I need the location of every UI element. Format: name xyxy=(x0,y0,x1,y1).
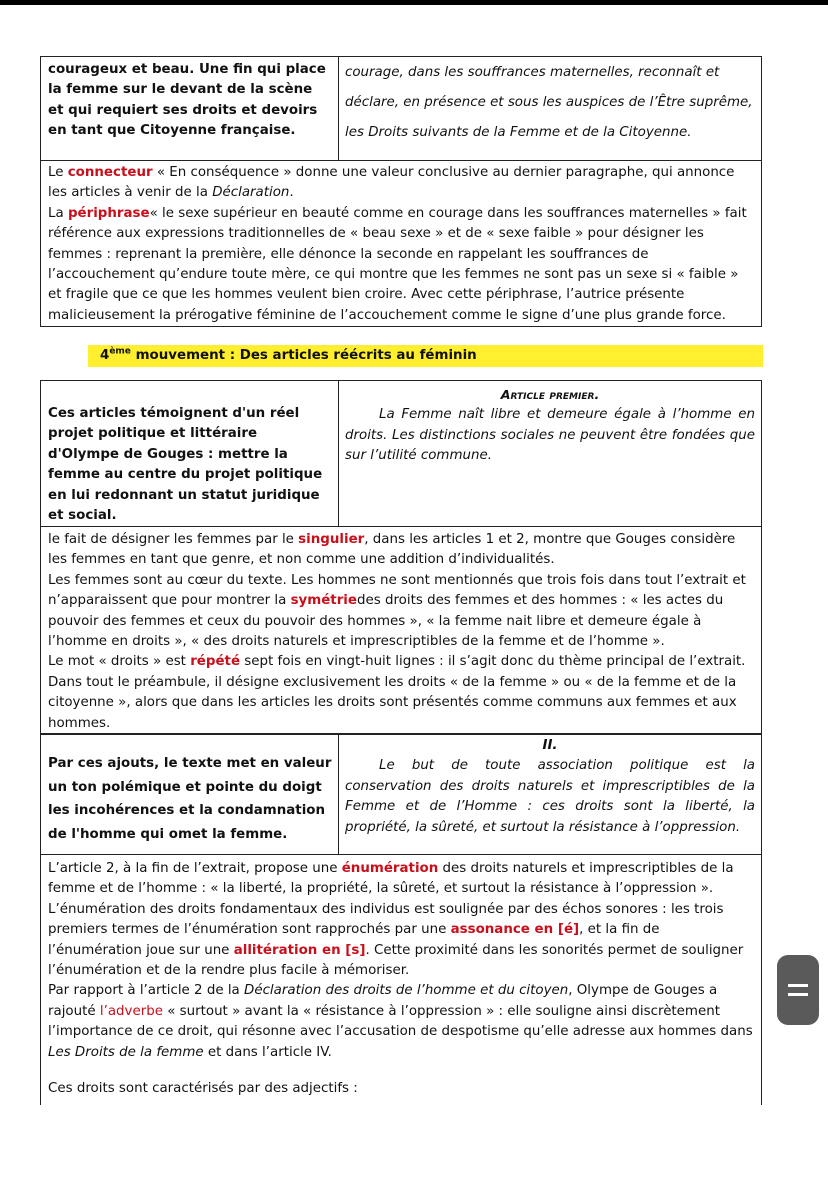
top-edge-bar xyxy=(0,0,828,5)
term-periphrase: périphrase xyxy=(67,205,150,221)
analysis3-paragraph-2: L’énumération des droits fondamentaux des individus est soulignée par des échos sonores : les trois premiers termes de l’énumération sont rapprochés par une assonance en [é], et la fin de l’énumération joue sur une allitération en [s]. Cette proximité dans les sonorités permet de souligner l’énumération et de la rendre plus facile à mémoriser. xyxy=(48,901,744,979)
analysis2-paragraph-1: le fait de désigner les femmes par le singulier, dans les articles 1 et 2, montre que Gouges considère les femmes en tant que genre, et non comme une addition d’individualités. xyxy=(48,532,736,568)
row2-left-cell: Ces articles témoignent d'un réel projet politique et littéraire d'Olympe de Gouges : mettre la femme au centre du projet politique en lui redonnant un statut juridique et social. xyxy=(41,381,339,526)
term-alliteration: allitération en [s] xyxy=(233,942,366,958)
term-enumeration: énumération xyxy=(341,861,439,876)
table-row-2 xyxy=(40,380,762,527)
table-row-3 xyxy=(40,734,762,855)
article-1-text: La Femme naît libre et demeure égale à l’homme en droits. Les distinctions sociales ne peuvent être fondées que sur l’utilité commune. xyxy=(345,407,755,464)
row3-left-cell: Par ces ajouts, le texte met en valeur un ton polémique et pointe du doigt les incohérences et la condamnation de l'homme qui omet la femme. xyxy=(41,735,339,854)
scroll-handle[interactable] xyxy=(777,955,819,1025)
term-assonance: assonance en [é] xyxy=(450,922,580,938)
analysis1-paragraph-2: La périphrase« le sexe supérieur en beauté comme en courage dans les souffrances maternelles » fait référence aux expressions traditionnelles de « beau sexe » et de « sexe faible » pour désigner les femmes : reprenant la première, elle dénonce la seconde en rappelant les souffrances de l’accouchement qu’endure toute mère, ce qui montre que les femmes ne sont pas un sexe si « faible » et fragile que ce que les hommes veulent bien croire. Avec cette périphrase, l’autrice présente malicieusement la prérogative féminine de l’accouchement comme le signe d’une plus grande force. xyxy=(48,205,747,323)
analysis3-paragraph-1: L’article 2, à la fin de l’extrait, propose une énumération des droits naturels et imprescriptibles de la femme et de l’homme : « la liberté, la propriété, la sûreté, et surtout la résistance à l’oppression ». xyxy=(48,861,734,897)
article-2-title: II. xyxy=(542,738,558,753)
article-1-title: Article premier. xyxy=(500,387,600,402)
term-connecteur: connecteur xyxy=(67,165,153,180)
analysis-block-1 xyxy=(40,161,762,327)
row3-right-cell xyxy=(339,735,761,854)
row1-right-cell: courage, dans les souffrances maternelles, reconnaît et déclare, en présence et sous les auspices de l’Être suprême, les Droits suivants de la Femme et de la Citoyenne. xyxy=(345,65,753,140)
section-heading: 4ème mouvement : Des articles réécrits au féminin xyxy=(88,345,763,367)
article-2-text: Le but de toute association politique est la conservation des droits naturels et imprescriptibles de la Femme et de l’Homme : ces droits sont la liberté, la propriété, la sûreté, et surtout la résistance à l’oppression. xyxy=(345,758,755,835)
term-repete: répété xyxy=(190,654,241,670)
analysis2-paragraph-3: Le mot « droits » est répété sept fois en vingt-huit lignes : il s’agit donc du thème principal de l’extrait. Dans tout le préambule, il désigne exclusivement les droits « de la femme » ou « de la femme et de la citoyenne », alors que dans les articles les droits sont présentés comme communs aux femmes et aux hommes. xyxy=(48,654,746,731)
table-row-1 xyxy=(40,56,762,161)
term-singulier: singulier xyxy=(298,532,365,547)
analysis3-paragraph-4: Ces droits sont caractérisés par des adjectifs : xyxy=(48,1081,358,1097)
grip-icon xyxy=(788,984,808,996)
analysis-block-3 xyxy=(40,855,762,1105)
analysis1-paragraph-1: Le connecteur « En conséquence » donne une valeur conclusive au dernier paragraphe, qui annonce les articles à venir de la Déclaration. xyxy=(48,165,735,201)
term-symetrie: symétrie xyxy=(290,593,357,609)
row1-left-cell: courageux et beau. Une fin qui place la femme sur le devant de la scène et qui requiert ses droits et devoirs en tant que Citoyenne française. xyxy=(41,57,339,160)
row2-right-cell xyxy=(339,381,761,526)
analysis3-paragraph-3: Par rapport à l’article 2 de la Déclaration des droits de l’homme et du citoyen, Olympe de Gouges a rajouté l’adverbe « surtout » avant la « résistance à l’oppression » : elle souligne ainsi discrètement l’importance de ce droit, qui résonne avec l’accusation de despotisme qu’elle adresse aux hommes dans Les Droits de la femme et dans l’article IV. xyxy=(48,983,753,1060)
analysis-block-2 xyxy=(40,527,762,734)
term-adverbe: l’adverbe xyxy=(99,1003,163,1019)
analysis2-paragraph-2: Les femmes sont au cœur du texte. Les hommes ne sont mentionnés que trois fois dans tout l’extrait et n’apparaissent que pour montrer la symétriedes droits des femmes et des hommes : « les actes du pouvoir des femmes et ceux du pouvoir des hommes », « la femme nait libre et demeure égale à l’homme en droits », « des droits naturels et imprescriptibles de la femme et de l’homme ». xyxy=(48,572,746,650)
